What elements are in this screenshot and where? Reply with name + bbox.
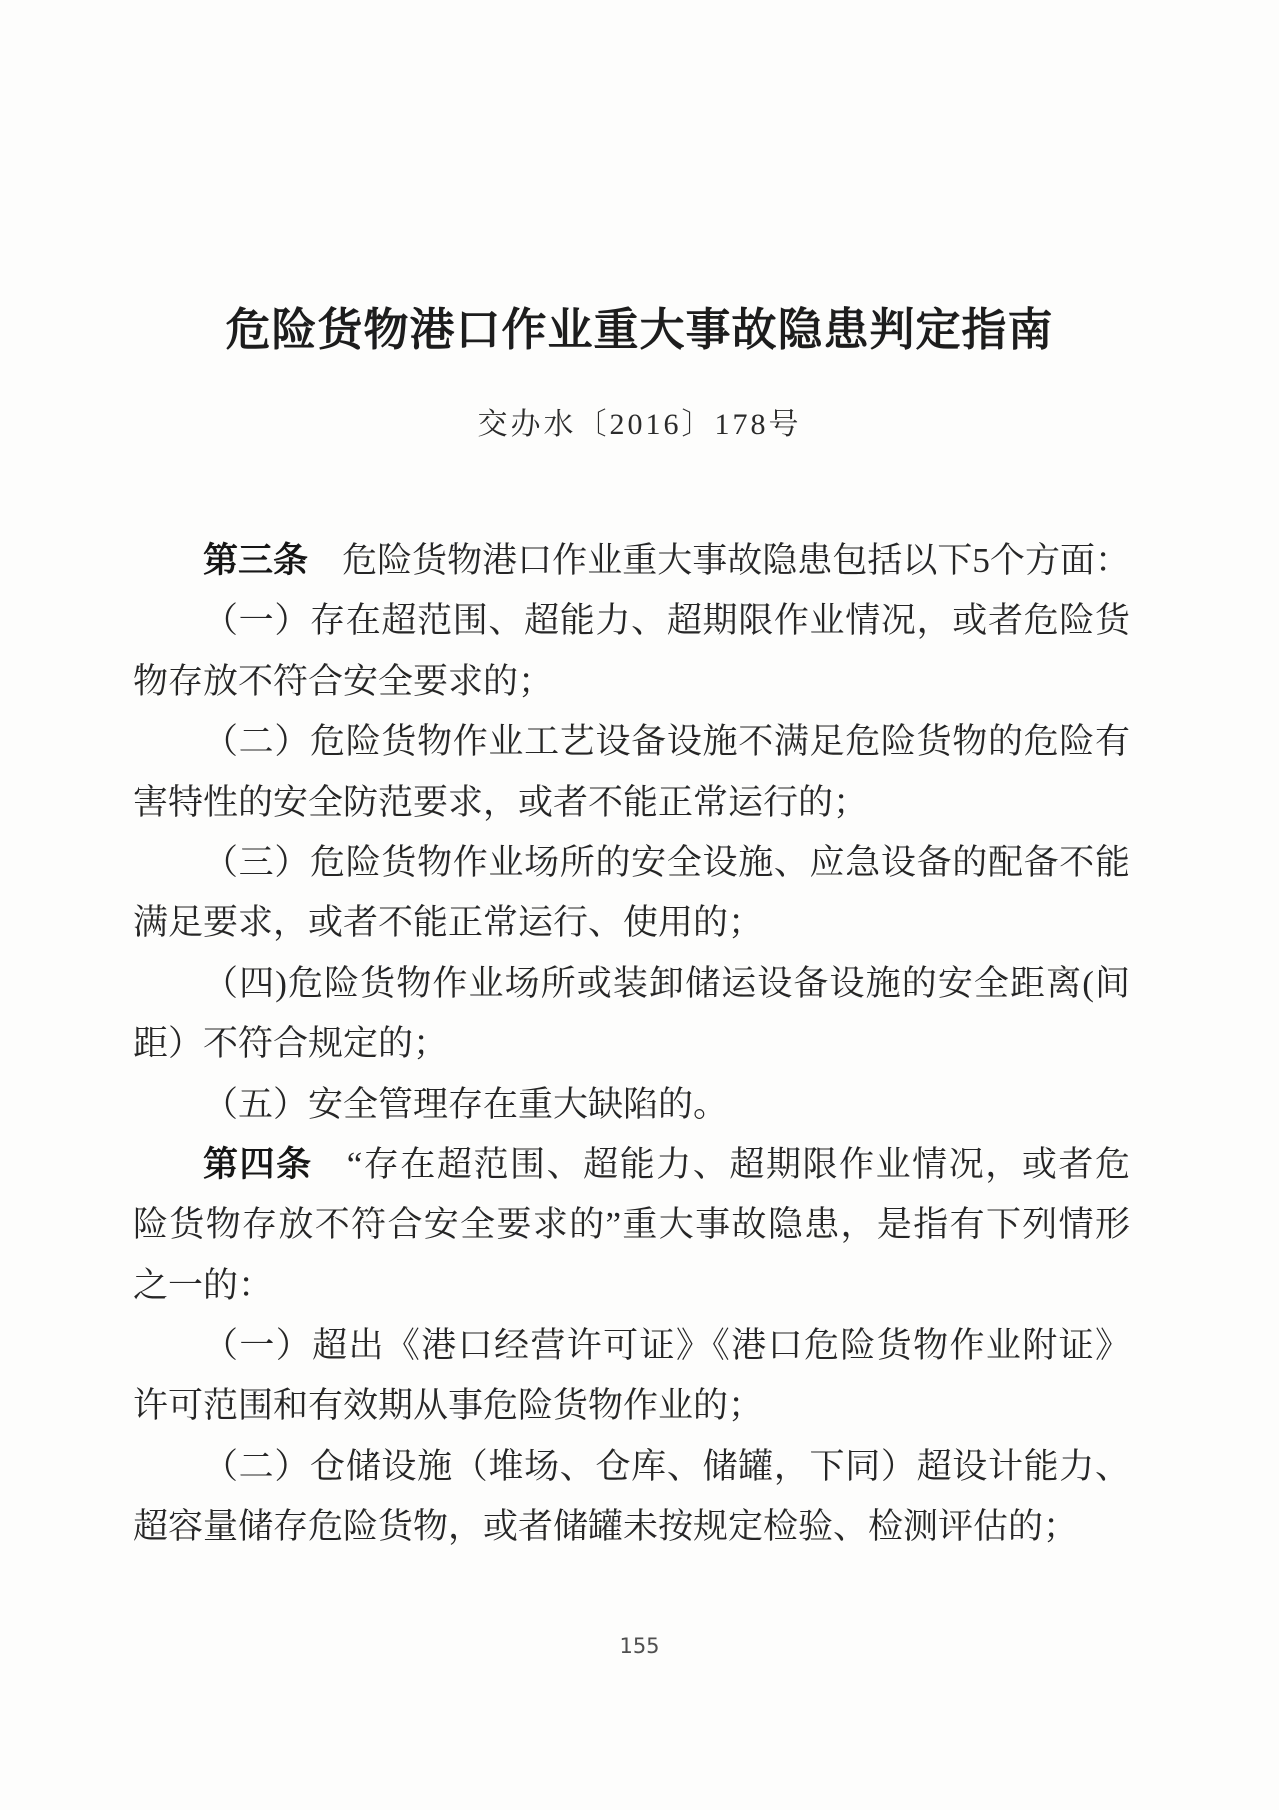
body-line: 距）不符合规定的； xyxy=(133,1024,449,1064)
body-line: （三）危险货物作业场所的安全设施、应急设备的配备不能 xyxy=(203,842,1130,882)
body-line: 物存放不符合安全要求的； xyxy=(133,661,554,701)
body-line xyxy=(133,1135,1130,1195)
body-line: 超容量储存危险货物，或者储罐未按规定检验、检测评估的； xyxy=(133,1507,1079,1547)
body-line-text: 危险货物港口作业重大事故隐患包括以下5个方面： xyxy=(342,541,1130,580)
body-line: （二）危险货物作业工艺设备设施不满足危险货物的危险有 xyxy=(203,722,1130,762)
article-number: 第四条 xyxy=(203,1144,313,1184)
body-line xyxy=(133,531,1130,591)
body-line: （四)危险货物作业场所或装卸储运设备设施的安全距离(间 xyxy=(203,963,1130,1003)
body-line: （五）安全管理存在重大缺陷的。 xyxy=(203,1084,729,1124)
body-line: 之一的： xyxy=(133,1265,274,1305)
document-number: 交办水〔2016〕178号 xyxy=(477,408,802,441)
body-line: 险货物存放不符合安全要求的”重大事故隐患，是指有下列情形 xyxy=(133,1205,1130,1245)
document-body xyxy=(133,531,1130,1558)
page-number: 155 xyxy=(619,1634,660,1658)
body-line: 害特性的安全防范要求，或者不能正常运行的； xyxy=(133,782,869,822)
document-title: 危险货物港口作业重大事故隐患判定指南 xyxy=(225,304,1054,355)
body-line: （二）仓储设施（堆场、仓库、储罐，下同）超设计能力、 xyxy=(203,1446,1130,1486)
article-number: 第三条 xyxy=(203,541,309,580)
body-line: 满足要求，或者不能正常运行、使用的； xyxy=(133,903,764,943)
body-line: （一）存在超范围、超能力、超期限作业情况，或者危险货 xyxy=(203,601,1130,641)
body-line: 许可范围和有效期从事危险货物作业的； xyxy=(133,1386,764,1426)
body-line: （一）超出《港口经营许可证》《港口危险货物作业附证》 xyxy=(203,1326,1130,1366)
body-line-text: “存在超范围、超能力、超期限作业情况，或者危 xyxy=(346,1144,1130,1184)
